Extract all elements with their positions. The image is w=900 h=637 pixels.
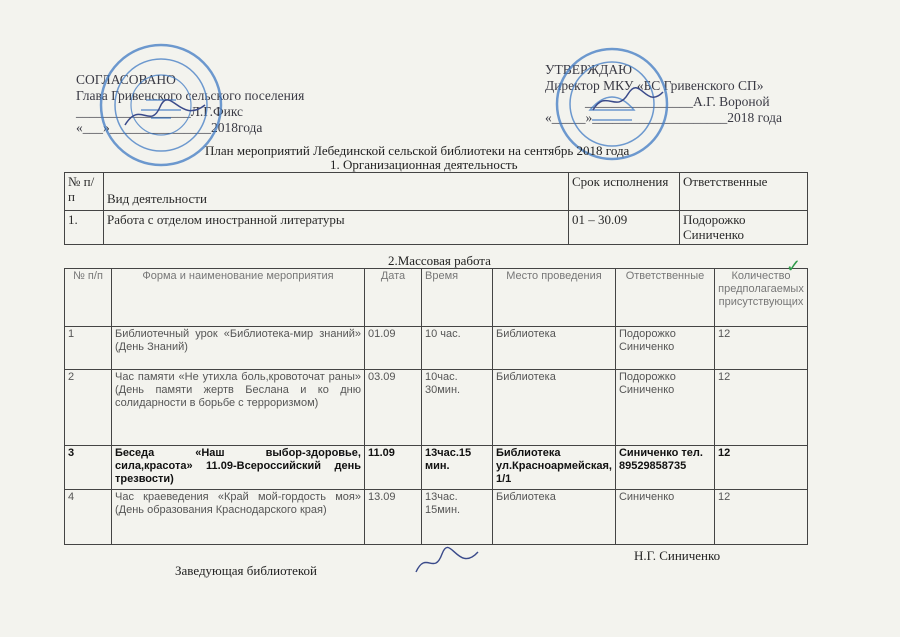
row1-place: Библиотека bbox=[493, 327, 616, 370]
approval-right-signature: ________________А.Г. Вороной bbox=[585, 94, 770, 109]
section2-header-resp: Ответственные bbox=[615, 269, 714, 327]
row2-time: 10час. 30мин. bbox=[422, 370, 493, 446]
signature-right-icon bbox=[588, 84, 668, 120]
row4-place: Библиотека bbox=[493, 490, 616, 545]
row4-form: Час краеведения «Край мой-гордость моя» (День образования Краснодарского края) bbox=[112, 490, 365, 545]
table-row bbox=[65, 446, 808, 490]
row2-resp: Подорожко Синиченко bbox=[615, 370, 714, 446]
row3-time: 13час.15 мин. bbox=[422, 446, 493, 490]
section2-header-time: Время bbox=[422, 269, 493, 327]
row3-resp: Синиченко тел. 89529858735 bbox=[615, 446, 714, 490]
footer-position: Заведующая библиотекой bbox=[175, 563, 317, 578]
section2-header-num: № п/п bbox=[65, 269, 112, 327]
row4-count: 12 bbox=[714, 490, 807, 545]
approval-right-date: «_____»____________________2018 года bbox=[545, 110, 783, 125]
table-row bbox=[65, 370, 808, 446]
row4-time: 13час. 15мин. bbox=[422, 490, 493, 545]
row2-form: Час памяти «Не утихла боль,кровоточат раны» (День памяти жертв Беслана и ко дню солидарности в борьбе с терроризмом) bbox=[112, 370, 365, 446]
row3-date: 11.09 bbox=[365, 446, 422, 490]
section1-row-num: 1. bbox=[65, 211, 104, 245]
row2-place: Библиотека bbox=[493, 370, 616, 446]
section1-header-term: Срок исполнения bbox=[569, 173, 680, 211]
approval-left-heading: СОГЛАСОВАНО bbox=[76, 72, 176, 87]
footer-name: Н.Г. Синиченко bbox=[634, 548, 721, 563]
table-row bbox=[65, 490, 808, 545]
row4-date: 13.09 bbox=[365, 490, 422, 545]
row3-count: 12 bbox=[714, 446, 807, 490]
approval-left-signature: _________________Л.Г.Фикс bbox=[76, 104, 244, 119]
row1-form: Библиотечный урок «Библиотека-мир знаний» (День Знаний) bbox=[112, 327, 365, 370]
row1-num: 1 bbox=[65, 327, 112, 370]
section1-title: 1. Организационная деятельность bbox=[330, 157, 518, 172]
row4-resp: Синиченко bbox=[615, 490, 714, 545]
row1-time: 10 час. bbox=[422, 327, 493, 370]
green-mark-icon: ✓ bbox=[786, 256, 802, 276]
section2-header-count: Количество предполагаемых присутствующих bbox=[714, 269, 807, 327]
section2-header-date: Дата bbox=[365, 269, 422, 327]
section2-table bbox=[64, 268, 808, 545]
approval-right-position: Директор МКУ «БС Гривенского СП» bbox=[545, 78, 764, 93]
row1-count: 12 bbox=[714, 327, 807, 370]
section1-header-activity: Вид деятельности bbox=[104, 173, 569, 211]
section2-title: 2.Массовая работа bbox=[388, 253, 491, 268]
section2-header-form: Форма и наименование мероприятия bbox=[112, 269, 365, 327]
section1-header-num: № п/п bbox=[65, 173, 104, 211]
row3-form: Беседа «Наш выбор-здоровье, сила,красота» 11.09-Всероссийский день трезвости) bbox=[112, 446, 365, 490]
row1-date: 01.09 bbox=[365, 327, 422, 370]
page-title: План мероприятий Лебединской сельской библиотеки на сентябрь 2018 года bbox=[205, 143, 630, 158]
signature-left-icon bbox=[120, 95, 210, 135]
section1-row-term: 01 – 30.09 bbox=[569, 211, 680, 245]
approval-left-position: Глава Гривенского сельского поселения bbox=[76, 88, 305, 103]
section2-header-place: Место проведения bbox=[493, 269, 616, 327]
section1-table bbox=[64, 172, 808, 245]
row2-count: 12 bbox=[714, 370, 807, 446]
row4-num: 4 bbox=[65, 490, 112, 545]
table-row bbox=[65, 327, 808, 370]
row2-num: 2 bbox=[65, 370, 112, 446]
section1-header-resp: Ответственные bbox=[680, 173, 808, 211]
row2-date: 03.09 bbox=[365, 370, 422, 446]
approval-right-heading: УТВЕРЖДАЮ bbox=[545, 62, 633, 77]
section1-row-activity: Работа с отделом иностранной литературы bbox=[104, 211, 569, 245]
row3-place: Библиотека ул.Красноармейская, 1/1 bbox=[493, 446, 616, 490]
approval-left-date: «___»_______________2018года bbox=[76, 120, 263, 135]
section1-row-resp: Подорожко Синиченко bbox=[680, 211, 808, 245]
footer-signature-icon bbox=[412, 546, 482, 582]
row1-resp: Подорожко Синиченко bbox=[615, 327, 714, 370]
row3-num: 3 bbox=[65, 446, 112, 490]
